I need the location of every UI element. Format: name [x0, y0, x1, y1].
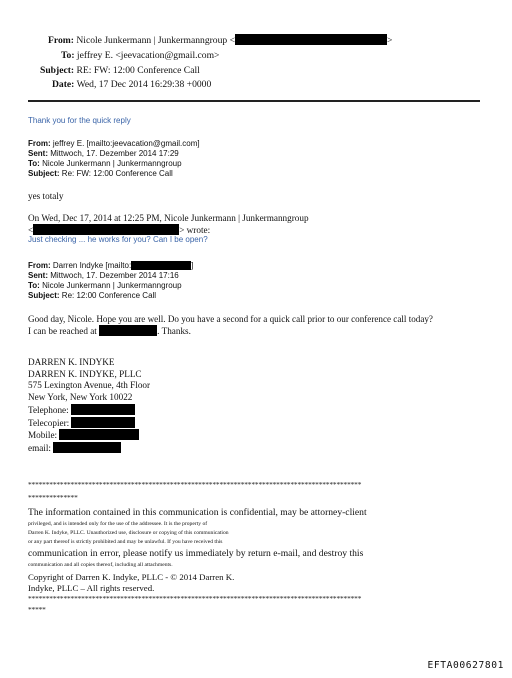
disclaimer-copyright-1: Copyright of Darren K. Indyke, PLLC - © 2014 Darren K.: [28, 572, 235, 582]
top-from-label: From:: [48, 35, 74, 46]
msg1-sent-label: Sent:: [28, 149, 48, 158]
disclaimer-small-2: Darren K. Indyke, PLLC. Unauthorized use, disclosure or copying of this communication: [28, 530, 229, 536]
disclaimer-stars-4: *****: [28, 605, 46, 614]
msg1-to-label: To:: [28, 159, 40, 168]
msg2-subject-value: Re: 12:00 Conference Call: [61, 291, 157, 300]
msg2-from-row: [28, 261, 193, 271]
top-date-row: [52, 77, 211, 92]
top-from-row: [48, 33, 392, 48]
msg2-sent-row: [28, 271, 193, 281]
msg1-body: yes totaly: [28, 191, 64, 201]
redaction-bar: [99, 325, 157, 336]
signature-name: DARREN K. INDYKE: [28, 357, 115, 367]
redaction-bar: [71, 404, 135, 415]
msg2-from-tail: ]: [191, 261, 194, 270]
msg1-from-row: [28, 139, 200, 149]
top-subject-label: Subject:: [40, 65, 75, 76]
disclaimer-main-line: The information contained in this communication is confidential, may be attorney-client: [28, 507, 367, 518]
msg2-sent-value: Mittwoch, 17. Dezember 2014 17:16: [50, 271, 179, 280]
top-from-tail: >: [387, 35, 393, 46]
top-to-value: jeffrey E. <jeevacation@gmail.com>: [76, 50, 220, 61]
top-to-row: [61, 48, 219, 63]
msg2-from-label: From:: [28, 261, 51, 270]
signature-telephone-row: [28, 404, 150, 417]
signature-block: [28, 357, 150, 455]
msg2-body-line2a: I can be reached at: [28, 326, 97, 336]
msg2-body-line2b: . Thanks.: [157, 326, 191, 336]
header-divider: [28, 100, 480, 102]
msg1-subject-row: [28, 169, 200, 179]
msg1-sent-row: [28, 149, 200, 159]
quote-lt: <: [28, 225, 34, 235]
disclaimer-error-line: communication in error, please notify us immediately by return e-mail, and destroy this: [28, 548, 364, 559]
msg1-header: [28, 139, 200, 179]
top-date-label: Date:: [52, 79, 75, 90]
msg2-body-line2: [28, 325, 191, 338]
disclaimer-small-3: or any part thereof is strictly prohibited and may be unlawful. If you have received this: [28, 539, 223, 545]
top-subject-value: RE: FW: 12:00 Conference Call: [76, 65, 200, 76]
msg2-from-value: Darren Indyke [mailto:: [52, 261, 132, 270]
signature-address2: New York, New York 10022: [28, 392, 133, 403]
reply-body: Thank you for the quick reply: [28, 116, 131, 125]
top-from-value: Nicole Junkermann | Junkermanngroup <: [76, 35, 236, 46]
msg2-to-label: To:: [28, 281, 40, 290]
redaction-bar: [53, 442, 121, 453]
msg2-sent-label: Sent:: [28, 271, 48, 280]
signature-email-label: email:: [28, 442, 51, 453]
msg1-subject-value: Re: FW: 12:00 Conference Call: [61, 169, 173, 178]
signature-mobile-label: Mobile:: [28, 430, 58, 441]
signature-telephone-label: Telephone:: [28, 404, 69, 415]
top-to-label: To:: [61, 50, 75, 61]
signature-telecopier-row: [28, 417, 150, 430]
signature-telecopier-label: Telecopier:: [28, 417, 70, 428]
msg2-subject-row: [28, 291, 193, 301]
redaction-bar: [59, 429, 139, 440]
msg2-subject-label: Subject:: [28, 291, 60, 300]
disclaimer-small-1: privileged, and is intended only for the use of the addressee. It is the property of: [28, 521, 208, 527]
redaction-bar: [131, 261, 194, 270]
disclaimer-small-4: communication and all copies thereof, including all attachments.: [28, 562, 173, 568]
signature-email-row: [28, 442, 150, 455]
top-date-value: Wed, 17 Dec 2014 16:29:38 +0000: [76, 79, 212, 90]
msg1-subject-label: Subject:: [28, 169, 60, 178]
msg1-to-row: [28, 159, 200, 169]
document-id: EFTA00627801: [427, 660, 504, 671]
msg2-to-row: [28, 281, 193, 291]
disclaimer-copyright-2: Indyke, PLLC – All rights reserved.: [28, 583, 155, 593]
quote-on-line: On Wed, Dec 17, 2014 at 12:25 PM, Nicole Junkermann | Junkermanngroup: [28, 213, 309, 223]
disclaimer-stars-3: **********************************************************************************************: [28, 594, 362, 603]
signature-address1: 575 Lexington Avenue, 4th Floor: [28, 380, 151, 391]
msg2-header: [28, 261, 193, 301]
signature-firm: DARREN K. INDYKE, PLLC: [28, 368, 142, 379]
redaction-bar: [33, 224, 179, 235]
msg1-from-label: From:: [28, 139, 51, 148]
disclaimer-stars-1: **********************************************************************************************: [28, 480, 362, 489]
disclaimer-stars-2: **************: [28, 493, 78, 502]
msg1-sent-value: Mittwoch, 17. Dezember 2014 17:29: [50, 149, 179, 158]
redaction-bar: [235, 34, 387, 45]
msg1-from-value: jeffrey E. [mailto:jeevacation@gmail.com]: [52, 139, 200, 148]
msg1-to-value: Nicole Junkermann | Junkermanngroup: [42, 159, 182, 168]
redaction-bar: [71, 417, 135, 428]
msg2-body-line1: Good day, Nicole. Hope you are well. Do you have a second for a quick call prior to our conference call today?: [28, 314, 433, 324]
top-subject-row: [40, 63, 200, 78]
signature-mobile-row: [28, 429, 150, 442]
quote-wrote: > wrote:: [179, 225, 211, 235]
quote-checking: Just checking ... he works for you? Can I be open?: [28, 235, 208, 244]
msg2-to-value: Nicole Junkermann | Junkermanngroup: [42, 281, 182, 290]
